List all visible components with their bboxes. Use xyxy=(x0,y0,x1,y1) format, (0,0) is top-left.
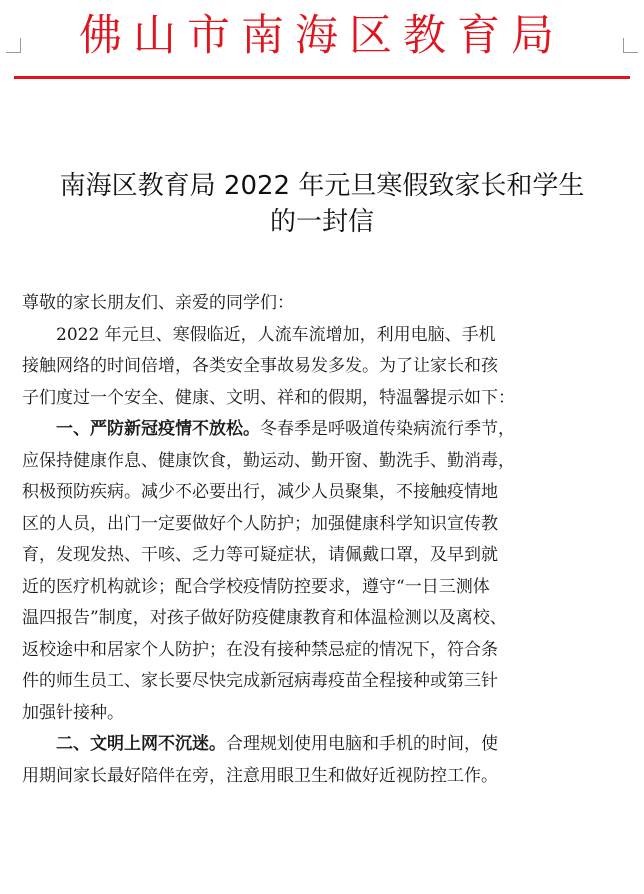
section-1-line-6: 近的医疗机构就诊；配合学校疫情防控要求，遵守“一日三测体 xyxy=(22,576,490,597)
section-1-line-5: 育，发现发热、干咳、乏力等可疑症状，请佩戴口罩，及早到就 xyxy=(22,545,498,565)
document-title-line-1: 南海区教育局 2022 年元旦寒假致家长和学生 xyxy=(59,171,585,201)
salutation xyxy=(22,288,622,320)
section-1-line-9: 件的师生员工、家长要尽快完成新冠病毒疫苗全程接种或第三针 xyxy=(22,671,498,691)
intro-line-3: 子们度过一个安全、健康、文明、祥和的假期，特温馨提示如下： xyxy=(22,387,515,408)
document-title xyxy=(0,168,644,240)
masthead-title: 佛山市南海区教育局 xyxy=(79,11,565,61)
section-1-line-7: 温四报告”制度，对孩子做好防疫健康教育和体温检测以及离校、 xyxy=(22,608,507,628)
section-2-first-line-text: 合理规划使用电脑和手机的时间，使 xyxy=(226,734,498,754)
intro-line-2: 接触网络的时间倍增，各类安全事故易发多发。为了让家长和孩 xyxy=(22,356,498,376)
section-1-line-3: 积极预防疾病。减少不必要出行，减少人员聚集，不接触疫情地 xyxy=(22,482,498,502)
masthead-red-rule xyxy=(14,76,630,79)
letter-body xyxy=(22,288,622,792)
section-1-paragraph xyxy=(22,414,622,729)
section-1-line-10: 加强针接种。 xyxy=(22,702,124,723)
section-1-first-line xyxy=(22,414,622,446)
section-2-first-line xyxy=(22,729,622,761)
document-title-line-2: 的一封信 xyxy=(269,207,374,237)
section-2-heading: 二、文明上网不沉迷。 xyxy=(56,734,226,754)
salutation-text: 尊敬的家长朋友们、亲爱的同学们： xyxy=(22,293,294,313)
section-2-line-2: 用期间家长最好陪伴在旁，注意用眼卫生和做好近视防控工作。 xyxy=(22,765,498,786)
section-1-line-4: 区的人员，出门一定要做好个人防护；加强健康科学知识宣传教 xyxy=(22,513,498,534)
section-1-heading: 一、严防新冠疫情不放松。 xyxy=(56,419,260,439)
section-1-line-8: 返校途中和居家个人防护；在没有接种禁忌症的情况下，符合条 xyxy=(22,639,498,660)
section-1-first-line-text: 冬春季是呼吸道传染病流行季节， xyxy=(260,419,515,439)
section-1-line-2: 应保持健康作息、健康饮食，勤运动、勤开窗、勤洗手、勤消毒， xyxy=(22,450,515,471)
section-2-paragraph xyxy=(22,729,622,792)
intro-line-1: 2022 年元旦、寒假临近，人流车流增加，利用电脑、手机 xyxy=(56,324,496,345)
intro-paragraph xyxy=(22,320,622,415)
